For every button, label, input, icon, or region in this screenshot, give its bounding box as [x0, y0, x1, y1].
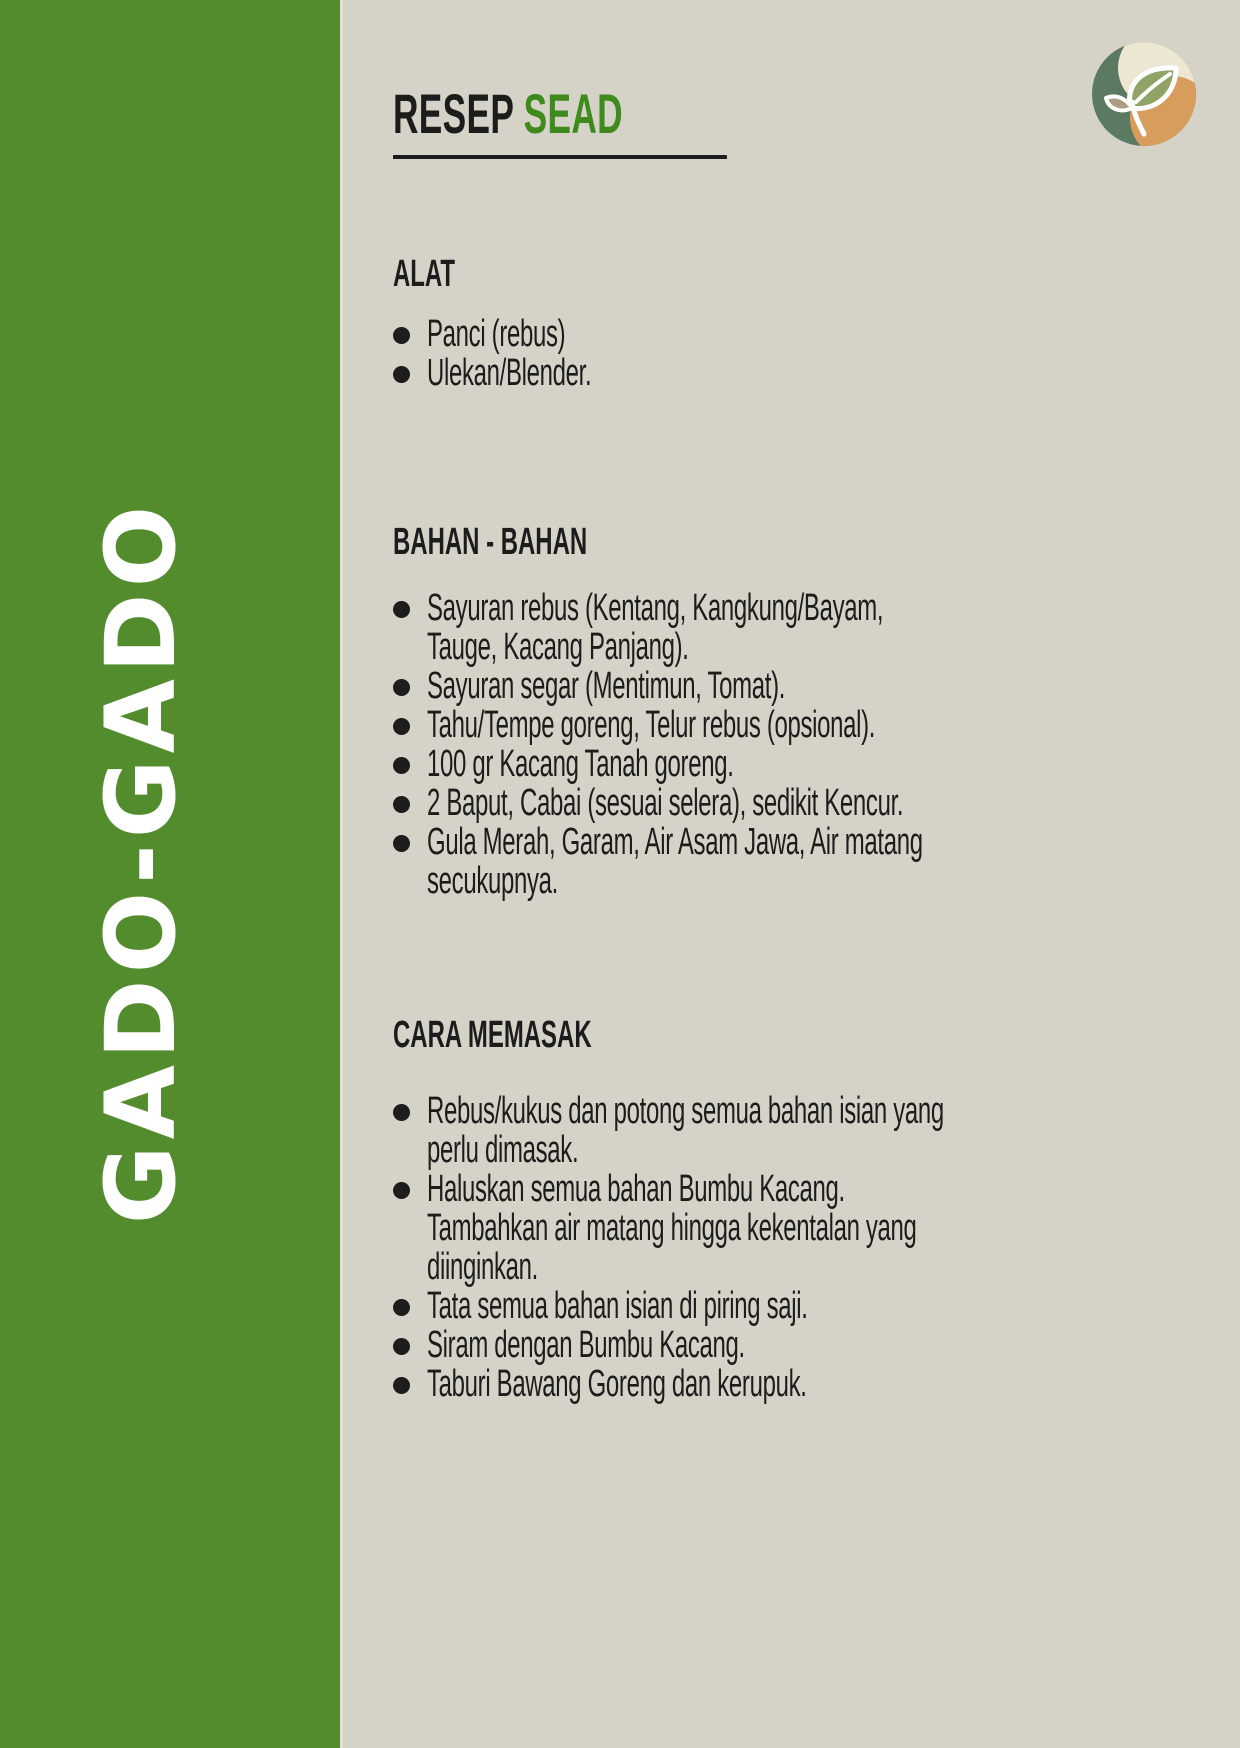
list-item-text: Taburi Bawang Goreng dan kerupuk.: [427, 1363, 807, 1405]
page-title: [393, 82, 954, 145]
alat-list: [393, 315, 954, 393]
bullet-icon: [393, 835, 410, 852]
list-item-text: Rebus/kukus dan potong semua bahan isian yang perlu dimasak.: [427, 1090, 944, 1171]
bullet-icon: [393, 1338, 410, 1355]
list-item: [393, 315, 954, 354]
section-heading-bahan: BAHAN - BAHAN: [393, 521, 588, 563]
title-underline: [393, 155, 727, 159]
list-item-text: Tahu/Tempe goreng, Telur rebus (opsional).: [427, 704, 876, 746]
list-item: [393, 706, 954, 745]
bullet-icon: [393, 1377, 410, 1394]
list-item: [393, 1092, 954, 1170]
cara-list: [393, 1092, 954, 1404]
list-item: [393, 823, 954, 901]
list-item-text: Panci (rebus): [427, 313, 566, 355]
list-item: [393, 354, 954, 393]
vertical-recipe-title: GADO-GADO: [85, 499, 197, 1225]
section-heading-alat: ALAT: [393, 253, 456, 295]
bahan-list: [393, 589, 954, 901]
list-item-text: Sayuran segar (Mentimun, Tomat).: [427, 665, 786, 707]
section-heading-cara: CARA MEMASAK: [393, 1014, 592, 1056]
sead-leaf-logo-icon: [1092, 42, 1196, 146]
list-item: [393, 745, 954, 784]
bullet-icon: [393, 1182, 410, 1199]
list-item: [393, 1170, 954, 1287]
list-item-text: Sayuran rebus (Kentang, Kangkung/Bayam, Tauge, Kacang Panjang).: [427, 587, 884, 668]
list-item-text: Ulekan/Blender.: [427, 352, 592, 394]
list-item: [393, 1326, 954, 1365]
page-title-accent: SEAD: [523, 82, 623, 145]
bullet-icon: [393, 601, 410, 618]
list-item: [393, 589, 954, 667]
page-title-primary: RESEP: [393, 82, 514, 145]
list-item-text: Haluskan semua bahan Bumbu Kacang. Tambahkan air matang hingga kekentalan yang diinginkan.: [427, 1168, 917, 1288]
bullet-icon: [393, 757, 410, 774]
bullet-icon: [393, 327, 410, 344]
list-item: [393, 784, 954, 823]
list-item-text: 2 Baput, Cabai (sesuai selera), sedikit Kencur.: [427, 782, 904, 824]
bullet-icon: [393, 718, 410, 735]
list-item: [393, 1287, 954, 1326]
list-item-text: 100 gr Kacang Tanah goreng.: [427, 743, 734, 785]
bullet-icon: [393, 1104, 410, 1121]
list-item-text: Gula Merah, Garam, Air Asam Jawa, Air matang secukupnya.: [427, 821, 923, 902]
bullet-icon: [393, 679, 410, 696]
list-item: [393, 1365, 954, 1404]
bullet-icon: [393, 366, 410, 383]
list-item-text: Tata semua bahan isian di piring saji.: [427, 1285, 808, 1327]
header: [393, 82, 954, 159]
sidebar: [0, 0, 343, 1748]
list-item-text: Siram dengan Bumbu Kacang.: [427, 1324, 745, 1366]
list-item: [393, 667, 954, 706]
bullet-icon: [393, 796, 410, 813]
bullet-icon: [393, 1299, 410, 1316]
